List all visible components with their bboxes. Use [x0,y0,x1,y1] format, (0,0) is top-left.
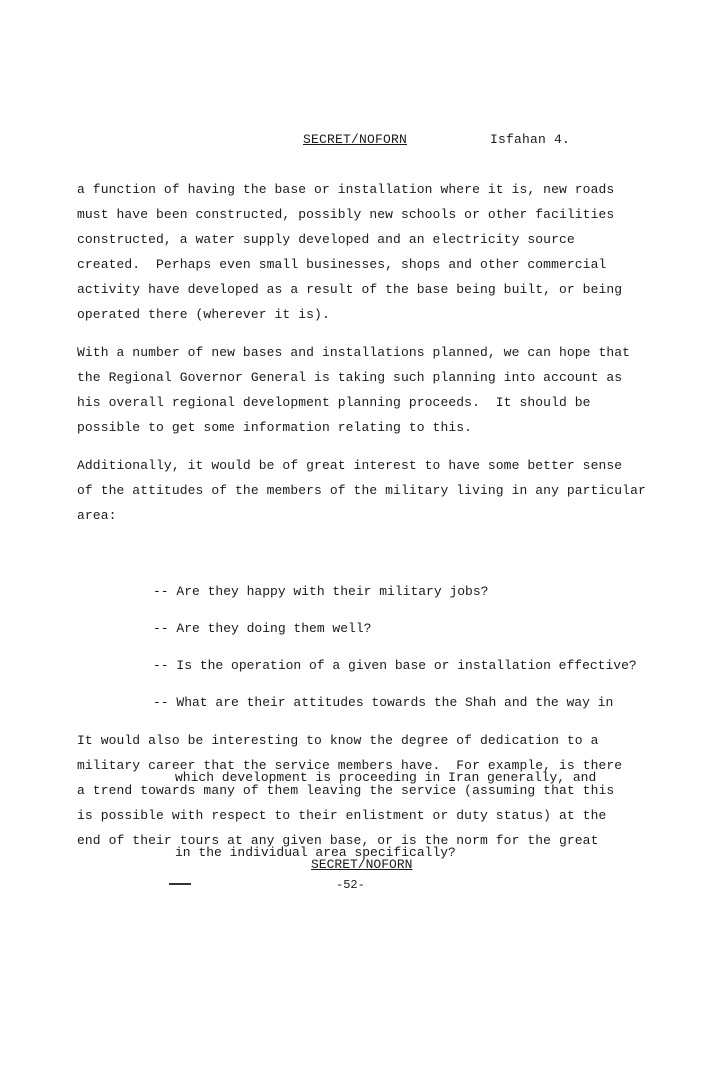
question-text-continued: which development is proceeding in Iran generally, and [175,770,597,785]
header-section-label: Isfahan 4. [490,132,571,147]
page-number: -52- [336,878,365,892]
text-line: must have been constructed, possibly new schools or other facilities [77,207,615,222]
question-text-continued: in the individual area specifically? [175,845,456,860]
paragraph-2 [77,340,637,440]
text-line: military career that the service members have. For example, is there [77,758,623,773]
text-line: created. Perhaps even small businesses, shops and other commercial [77,257,607,272]
header-classification: SECRET/NOFORN [303,132,408,147]
text-line: end of their tours at any given base, or is the norm for the great [77,833,599,848]
text-line: his overall regional development planning proceeds. It should be [77,395,591,410]
text-line: constructed, a water supply developed and an electricity source [77,232,575,247]
footer-dash-mark [169,883,191,885]
text-line: a trend towards many of them leaving the service (assuming that this [77,783,615,798]
text-line: It would also be interesting to know the degree of dedication to a [77,733,599,748]
text-line: Additionally, it would be of great interest to have some better sense [77,458,623,473]
text-line: is possible with respect to their enlistment or duty status) at the [77,808,607,823]
text-line: With a number of new bases and installations planned, we can hope that [77,345,631,360]
paragraph-4 [77,728,637,853]
footer-classification: SECRET/NOFORN [311,857,413,872]
text-line: the Regional Governor General is taking such planning into account as [77,370,623,385]
text-line: area: [77,508,117,523]
question-text: -- Are they doing them well? [153,621,372,636]
question-text: -- What are their attitudes towards the Shah and the way in [153,695,614,710]
text-line: of the attitudes of the members of the military living in any particular [77,483,646,498]
paragraph-1 [77,177,637,327]
question-text: -- Are they happy with their military jobs? [153,584,489,599]
text-line: possible to get some information relating to this. [77,420,473,435]
paragraph-3 [77,453,646,528]
text-line: activity have developed as a result of the base being built, or being [77,282,623,297]
text-line: operated there (wherever it is). [77,307,330,322]
question-text: -- Is the operation of a given base or installation effective? [153,658,637,673]
text-line: a function of having the base or installation where it is, new roads [77,182,615,197]
